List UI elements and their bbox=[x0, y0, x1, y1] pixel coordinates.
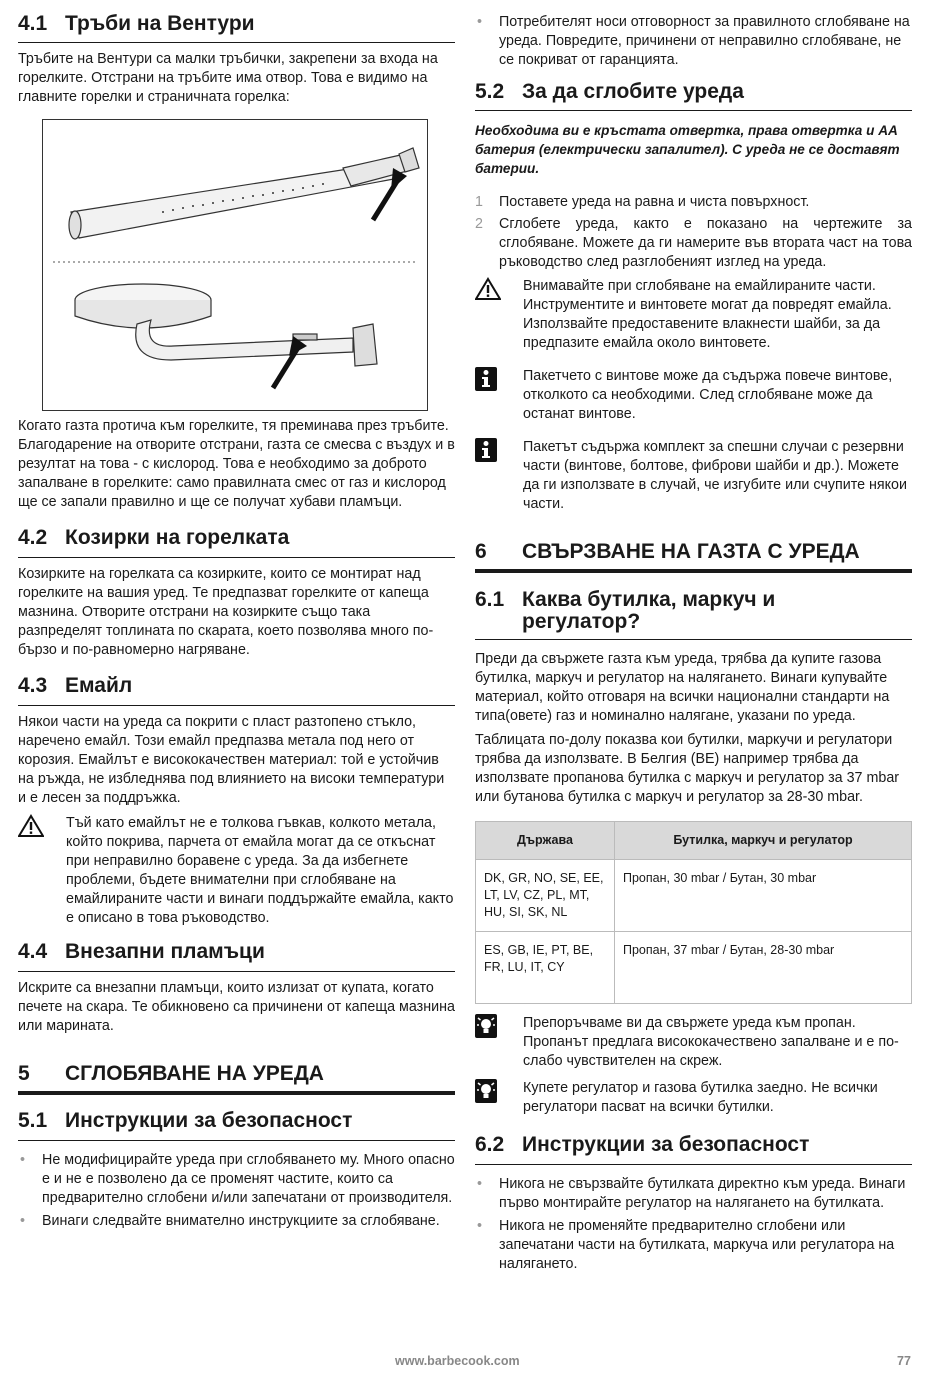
venturi-drawing bbox=[43, 120, 427, 410]
spare-parts-info-note: Пакетът съдържа комплект за спешни случаи с резервни части (винтове, болтове, фиброви шайби и др.). Можете да ги използвате в случай, че изгубите или счупите някои части. bbox=[475, 438, 912, 514]
enamel-assembly-warning: Внимавайте при сглобяване на емайлираните части. Инструментите и винтовете могат да повредят емайла. Използвайте предоставените влакнести шайби, за да предпазите емайла около винтовете. bbox=[475, 277, 912, 353]
section-4-1-heading: 4.1 Тръби на Вентури bbox=[18, 12, 455, 43]
propane-tip-note: Препоръчваме ви да свържете уреда към пропан. Пропанът предлага висококачествено запалване и е по-слабо чувствителен на скреж. bbox=[475, 1014, 912, 1071]
column-header-cylinder: Бутилка, маркуч и регулатор bbox=[615, 822, 912, 860]
table-row bbox=[476, 932, 912, 1004]
list-item: • Винаги следвайте внимателно инструкциите за сглобяване. bbox=[18, 1212, 455, 1231]
lightbulb-icon bbox=[475, 1079, 523, 1108]
table-header-row bbox=[476, 822, 912, 860]
regulator-tip-note: Купете регулатор и газова бутилка заедно. Не всички регулатори пасват на всички бутилки. bbox=[475, 1079, 912, 1117]
section-6-1-heading: 6.1 Каква бутилка, маркуч и регулатор? bbox=[475, 589, 912, 640]
section-5-2-heading: 5.2 За да сглобите уреда bbox=[475, 80, 912, 111]
right-column bbox=[475, 0, 912, 1278]
step-item: 2 Сглобете уреда, както е показано на чертежите за сглобяване. Можете да ги намерите във втората част на това ръководство след разглобеният изглед на уреда. bbox=[475, 216, 912, 270]
list-item: • Потребителят носи отговорност за правилното сглобяване на уреда. Повредите, причинени от неправилно сглобяване, не се покриват от гаранцията. bbox=[475, 13, 912, 70]
chapter-5-heading: 5 СГЛОБЯВАНЕ НА УРЕДА bbox=[18, 1062, 455, 1095]
table-cell: DK, GR, NO, SE, EE, LT, LV, CZ, PL, MT, HU, SI, SK, NL bbox=[476, 860, 615, 932]
screws-info-note: Пакетчето с винтове може да съдържа повече винтове, отколкото са необходими. След сглобяване може да останат винтове. bbox=[475, 367, 912, 424]
enamel-warning-note bbox=[18, 814, 455, 928]
section-6-2-heading: 6.2 Инструкции за безопасност bbox=[475, 1133, 912, 1165]
gas-cylinder-table bbox=[475, 821, 912, 1004]
enamel-warning-text: Тъй като емайлът не е толкова гъвкав, колкото метала, който покрива, парчета от емайла могат да се откъснат при неправилно боравене с уреда. За да избегнете проблеми, бъдете внимателни при сглобяване на емайлираните части и винаги поддържайте емайла, както е описано в това ръководство. bbox=[66, 815, 454, 926]
table-row bbox=[476, 860, 912, 932]
section-6-1-table-intro: Таблицата по-долу показва кои бутилки, маркучи и регулатори трябва да използвате. В Белгия (BE) например трябва да използвате пропанова бутилка с маркуч и регулатор за 37 mbar или бутанова бутилка с маркуч и регулатор за 28-30 mbar. bbox=[475, 732, 900, 805]
section-4-1-body: Когато газта протича към горелките, тя преминава през тръбите. Благодарение на отворите отстрани, газта се смесва с въздух и в резултат на това - с кислород. Това е необходимо за доброто запалване в горелките: само правилната смес от газ и кислород ще се запали правилно и ще се получат хубави пламъци. bbox=[18, 418, 455, 510]
venturi-tube-illustration bbox=[42, 119, 428, 411]
section-5-1-list bbox=[18, 1151, 455, 1231]
section-5-1-list-continued bbox=[475, 13, 912, 70]
tools-required-intro: Необходима ви е кръстата отвертка, права отвертка и AA батерия (електрически запалител). С уреда не се доставят батерии. bbox=[475, 123, 900, 176]
section-4-2-body: Козирките на горелката са козирките, които се монтират над горелките на вашия уред. Те предпазват горелките от капеща мазнина. Отворите отстрани на козирките също така разпределят топлината по скарата, което позволява много по-бързо и по-равномерно нагряване. bbox=[18, 566, 434, 658]
info-icon bbox=[475, 438, 523, 467]
step-item: 1 Поставете уреда на равна и чиста повърхност. bbox=[475, 194, 810, 210]
warning-icon bbox=[18, 814, 66, 843]
lightbulb-icon bbox=[475, 1014, 523, 1043]
section-4-3-body: Някои части на уреда са покрити с пласт разтопено стъкло, наречено емайл. Този емайл предпазва метала под него от корозия. Емайлът е висококачествен материал: той е устойчив на ръжда, не избледнява под влиянието на високи температури и е лесен за поддръжка. bbox=[18, 714, 445, 806]
page-number: 77 bbox=[897, 1354, 911, 1368]
section-4-4-body: Искрите са внезапни пламъци, които излизат от купата, когато печете на скара. Те обикновено са причинени от капеща мазнина или марината. bbox=[18, 980, 455, 1034]
section-4-2-heading: 4.2 Козирки на горелката bbox=[18, 526, 455, 558]
section-4-1-intro: Тръбите на Вентури са малки тръбички, закрепени за входа на горелките. Отстрани на тръбите има отвор. Това е видимо на главните горелки и страничната горелка: bbox=[18, 51, 438, 105]
section-6-2-list bbox=[475, 1175, 912, 1274]
table-cell: ES, GB, IE, PT, BE, FR, LU, IT, CY bbox=[476, 932, 615, 1004]
footer-website-link[interactable]: www.barbecook.com bbox=[395, 1354, 520, 1368]
warning-icon bbox=[475, 277, 523, 306]
table-cell: Пропан, 37 mbar / Бутан, 28-30 mbar bbox=[615, 932, 912, 1004]
section-4-4-heading: 4.4 Внезапни пламъци bbox=[18, 940, 455, 972]
section-5-1-heading: 5.1 Инструкции за безопасност bbox=[18, 1109, 455, 1141]
section-4-3-heading: 4.3 Емайл bbox=[18, 674, 455, 706]
left-column bbox=[18, 0, 455, 1235]
list-item: • Никога не свързвайте бутилката директно към уреда. Винаги първо монтирайте регулатор на налягането на бутилката. bbox=[475, 1175, 912, 1213]
info-icon bbox=[475, 367, 523, 396]
list-item: • Никога не променяйте предварително сглобени или запечатани части на бутилката, маркуча или регулатора на налягането. bbox=[475, 1217, 912, 1274]
chapter-6-heading: 6 СВЪРЗВАНЕ НА ГАЗТА С УРЕДА bbox=[475, 540, 912, 573]
table-cell: Пропан, 30 mbar / Бутан, 30 mbar bbox=[615, 860, 912, 932]
section-6-1-intro: Преди да свържете газта към уреда, трябва да купите газова бутилка, маркуч и регулатор на налягането. Винаги купувайте материал, който отговаря на всички национални стандарти на типа(овете) газ и номинално налягане, указани по уреда. bbox=[475, 651, 890, 724]
assembly-steps bbox=[475, 193, 912, 272]
column-header-country: Държава bbox=[476, 822, 615, 860]
list-item: • Не модифицирайте уреда при сглобяването му. Много опасно е и не е позволено да се променят частите, които са предварително сглобени и/или запечатани от производителя. bbox=[18, 1151, 455, 1208]
